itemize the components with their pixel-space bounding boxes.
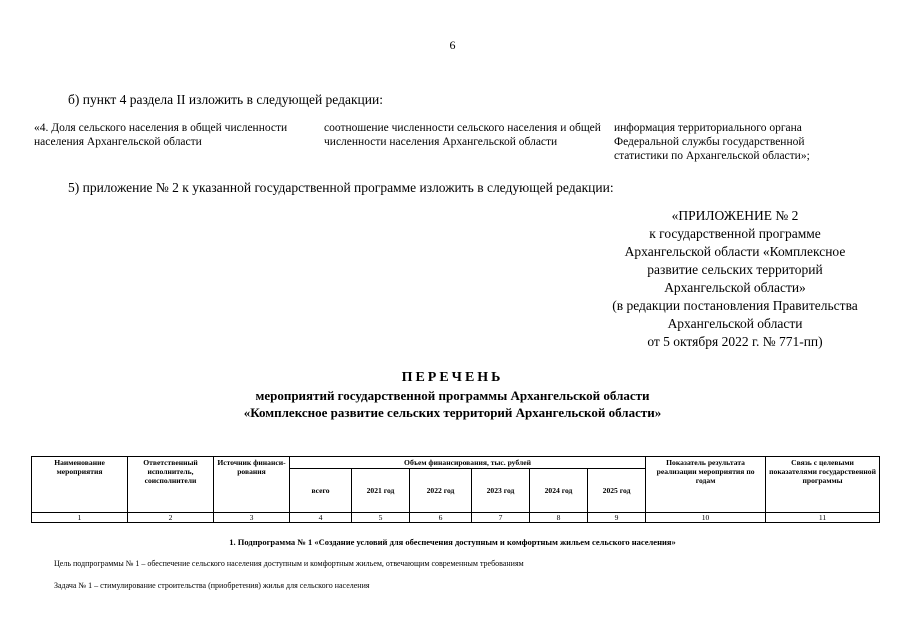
column-number: 3	[214, 513, 290, 523]
header-name: Наименование мероприятия	[32, 457, 128, 513]
column-number: 1	[32, 513, 128, 523]
header-year: 2021 год	[352, 469, 410, 513]
subprogram-title: 1. Подпрограмма № 1 «Создание условий для обеспечения доступным и комфортным жильем сельского населения»	[229, 537, 676, 547]
activities-table	[31, 456, 880, 523]
appendix-block	[590, 207, 880, 351]
task-line: Задача № 1 – стимулирование строительства (приобретения) жилья для сельского населения	[54, 581, 370, 590]
document-title: ПЕРЕЧЕНЬ	[401, 370, 504, 385]
column-number: 6	[410, 513, 472, 523]
goal-line: Цель подпрограммы № 1 – обеспечение сельского населения доступным и комфортным жильем, отвечающим современным требованиям	[54, 559, 524, 568]
appendix-line: Архангельской области»	[664, 280, 806, 295]
appendix-line: развитие сельских территорий	[647, 262, 823, 277]
column-number: 4	[290, 513, 352, 523]
indicator-source: информация территориального органа Федеральной службы государственной статистики по Архангельской области»;	[614, 122, 810, 162]
column-number: 2	[128, 513, 214, 523]
indicator-row	[34, 121, 844, 163]
paragraph-b: б) пункт 4 раздела II изложить в следующей редакции:	[68, 92, 383, 107]
indicator-name: «4. Доля сельского населения в общей численности населения Архангельской области	[34, 122, 288, 148]
header-executor: Ответственный исполнитель, соисполнители	[128, 457, 214, 513]
header-year: 2023 год	[472, 469, 530, 513]
column-number: 9	[588, 513, 646, 523]
column-number: 7	[472, 513, 530, 523]
header-funding: Объем финансирования, тыс. рублей	[290, 457, 646, 469]
document-subtitle: «Комплексное развитие сельских территорий Архангельской области»	[243, 405, 662, 420]
appendix-line: (в редакции постановления Правительства	[612, 298, 858, 313]
header-year: 2025 год	[588, 469, 646, 513]
column-number: 10	[646, 513, 766, 523]
appendix-line: Архангельской области «Комплексное	[624, 244, 846, 259]
appendix-line: от 5 октября 2022 г. № 771-пп)	[647, 334, 823, 349]
indicator-formula: соотношение численности сельского населения и общей численности населения Архангельской области	[324, 122, 601, 148]
document-subtitle: мероприятий государственной программы Архангельской области	[255, 388, 650, 403]
header-link: Связь с целевыми показателями государственной программы	[766, 457, 880, 513]
appendix-line: к государственной программе	[649, 226, 821, 241]
appendix-line: Архангельской области	[667, 316, 803, 331]
header-source: Источник финанси-рования	[214, 457, 290, 513]
column-number: 5	[352, 513, 410, 523]
header-result: Показатель результата реализации мероприятия по годам	[646, 457, 766, 513]
appendix-line: «ПРИЛОЖЕНИЕ № 2	[671, 208, 799, 223]
column-number: 8	[530, 513, 588, 523]
page-number: 6	[449, 38, 456, 52]
header-year: 2024 год	[530, 469, 588, 513]
header-year: 2022 год	[410, 469, 472, 513]
paragraph-5: 5) приложение № 2 к указанной государственной программе изложить в следующей редакции:	[68, 180, 614, 195]
header-total: всего	[290, 469, 352, 513]
column-number: 11	[766, 513, 880, 523]
